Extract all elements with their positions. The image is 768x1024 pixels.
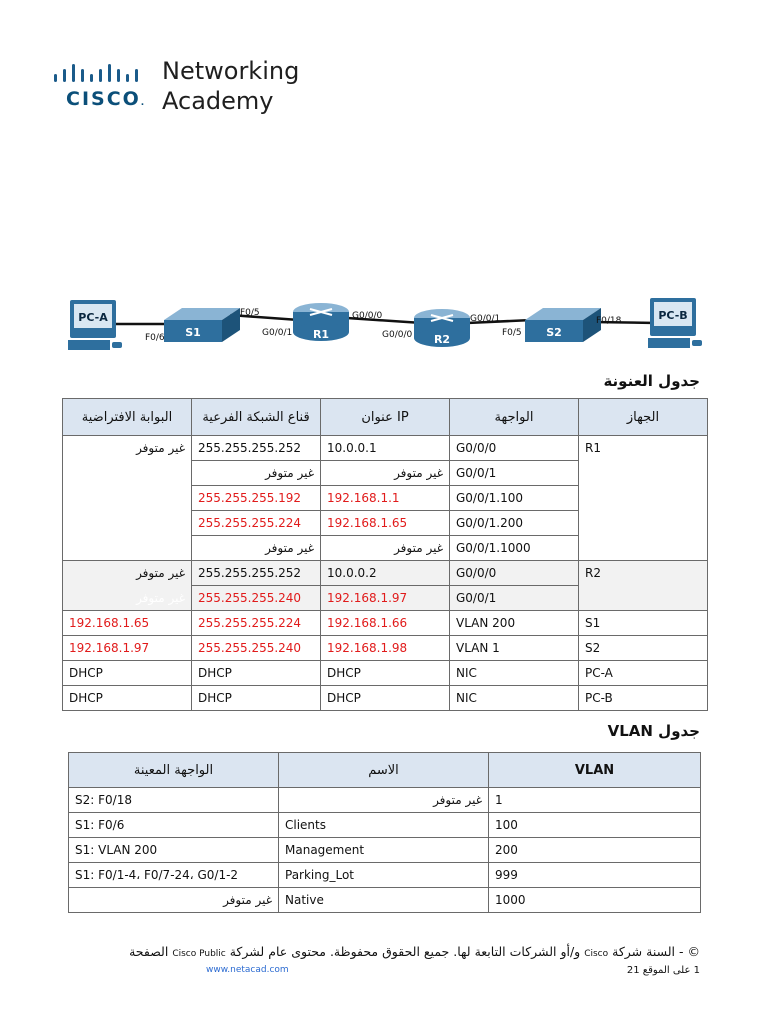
port-label: F0/6 [145,333,165,343]
cell-assigned: غير متوفر [69,888,279,913]
cell-mask: 255.255.255.224 [192,611,321,636]
cell-gateway [63,536,192,561]
cell-vlan: 200 [489,838,701,863]
cisco-networking-academy-logo [52,58,312,118]
vlan-table [68,752,701,913]
cell-device: PC-A [579,661,708,686]
header-interface: الواجهة [450,399,579,436]
header-mask: قناع الشبكة الفرعية [192,399,321,436]
footer-copyright [129,944,700,959]
cell-ip: 192.168.1.98 [321,636,450,661]
cell-interface: G0/0/1.100 [450,486,579,511]
cell-device: S1 [579,611,708,636]
cell-device: PC-B [579,686,708,711]
footer-text: الصفحة [129,944,169,959]
cell-name: Native [279,888,489,913]
cell-interface: VLAN 1 [450,636,579,661]
cell-interface: G0/0/1.200 [450,511,579,536]
cell-mask: 255.255.255.252 [192,561,321,586]
cell-mask: غير متوفر [192,461,321,486]
logo-academy: Academy [162,87,274,115]
port-label: F0/5 [240,308,260,318]
table-row [63,636,708,661]
footer-text: و/أو الشركات التابعة لها. جميع الحقوق محفوظة. محتوى عام لشركة [229,944,581,959]
cell-device [579,536,708,561]
cell-interface: NIC [450,686,579,711]
cell-gateway: 192.168.1.65 [63,611,192,636]
cell-interface: G0/0/1 [450,586,579,611]
header-assigned-interface: الواجهة المعينة [69,753,279,788]
port-label: G0/0/1 [470,314,501,324]
addressing-table [62,398,708,711]
cell-vlan: 100 [489,813,701,838]
table-header-row [63,399,708,436]
cell-assigned: S1: F0/1-4، F0/7-24، G0/1-2 [69,863,279,888]
netacad-link[interactable]: www.netacad.com [206,965,289,975]
cell-gateway: غير متوفر [63,436,192,461]
cisco-wordmark: CISCO. [66,88,147,110]
table-row [63,661,708,686]
cell-gateway [63,461,192,486]
table-row [63,536,708,561]
port-label: G0/0/0 [382,330,413,340]
table-row [63,486,708,511]
cell-ip: DHCP [321,686,450,711]
cell-vlan: 1000 [489,888,701,913]
cell-gateway: 192.168.1.97 [63,636,192,661]
cell-vlan: 999 [489,863,701,888]
cell-assigned: S2: F0/18 [69,788,279,813]
cell-ip: 10.0.0.1 [321,436,450,461]
cell-name: Management [279,838,489,863]
cell-assigned: S1: VLAN 200 [69,838,279,863]
router-r2-icon [414,309,470,347]
s2-label: S2 [546,326,562,339]
table-header-row [69,753,701,788]
cell-ip: 192.168.1.1 [321,486,450,511]
cell-gateway: غير متوفر [63,586,192,611]
cell-device: R2 [579,561,708,586]
header-gateway: البوابة الافتراضية [63,399,192,436]
cell-gateway: DHCP [63,686,192,711]
pc-b-label: PC-B [658,309,688,322]
table-row [69,838,701,863]
cell-mask: 255.255.255.224 [192,511,321,536]
cell-device [579,461,708,486]
cell-mask: 255.255.255.252 [192,436,321,461]
cell-interface: NIC [450,661,579,686]
cell-device: R1 [579,436,708,461]
pc-b-icon [648,298,702,348]
cell-ip: 192.168.1.97 [321,586,450,611]
cell-name: Parking_Lot [279,863,489,888]
cell-name: Clients [279,813,489,838]
footer-text: © - السنة شركة [612,944,700,959]
header-device: الجهاز [579,399,708,436]
page-number: 1 على الموقع 21 [626,965,700,976]
pc-a-icon [68,300,122,350]
cell-mask: 255.255.255.240 [192,636,321,661]
cell-device [579,586,708,611]
header-vlan: VLAN [489,753,701,788]
pc-a-label: PC-A [78,311,108,324]
cell-interface: G0/0/1 [450,461,579,486]
footer-cisco-public: Cisco Public [172,949,226,959]
table-row [63,686,708,711]
network-topology-diagram [62,290,712,360]
switch-s2-icon [525,308,601,342]
cisco-bars-icon [52,62,144,84]
addressing-table-heading: جدول العنونة [603,372,700,390]
cell-interface: G0/0/0 [450,561,579,586]
cell-gateway: DHCP [63,661,192,686]
r2-label: R2 [433,333,451,346]
cell-vlan: 1 [489,788,701,813]
port-label: G0/0/0 [352,311,383,321]
cell-ip: 192.168.1.65 [321,511,450,536]
vlan-table-heading: جدول VLAN [607,722,700,740]
cell-ip: غير متوفر [321,461,450,486]
cell-device [579,511,708,536]
cell-gateway [63,511,192,536]
cell-interface: VLAN 200 [450,611,579,636]
header-ip: عنوان IP [321,399,450,436]
table-row [63,611,708,636]
cell-interface: G0/0/0 [450,436,579,461]
cell-mask: 255.255.255.192 [192,486,321,511]
s1-label: S1 [185,326,201,339]
switch-s1-icon [164,308,240,342]
table-row [69,888,701,913]
cell-mask: DHCP [192,686,321,711]
cell-mask: DHCP [192,661,321,686]
table-row [63,461,708,486]
header-name: الاسم [279,753,489,788]
cell-gateway [63,486,192,511]
cell-assigned: S1: F0/6 [69,813,279,838]
cell-interface: G0/0/1.1000 [450,536,579,561]
router-r1-icon [293,303,349,341]
cell-device [579,486,708,511]
table-row [69,863,701,888]
logo-networking: Networking [162,57,300,85]
table-row [63,511,708,536]
port-label: F0/5 [502,328,522,338]
port-label: F0/18 [596,316,622,326]
cell-ip: DHCP [321,661,450,686]
table-row [63,561,708,586]
table-row [69,788,701,813]
cell-gateway: غير متوفر [63,561,192,586]
cell-device: S2 [579,636,708,661]
cell-name: غير متوفر [279,788,489,813]
table-row [69,813,701,838]
r1-label: R1 [312,328,330,341]
footer-cisco: Cisco [584,949,609,959]
cell-mask: غير متوفر [192,536,321,561]
cell-ip: 10.0.0.2 [321,561,450,586]
table-row [63,586,708,611]
port-label: G0/0/1 [262,328,293,338]
cell-ip: 192.168.1.66 [321,611,450,636]
table-row [63,436,708,461]
cell-ip: غير متوفر [321,536,450,561]
cell-mask: 255.255.255.240 [192,586,321,611]
